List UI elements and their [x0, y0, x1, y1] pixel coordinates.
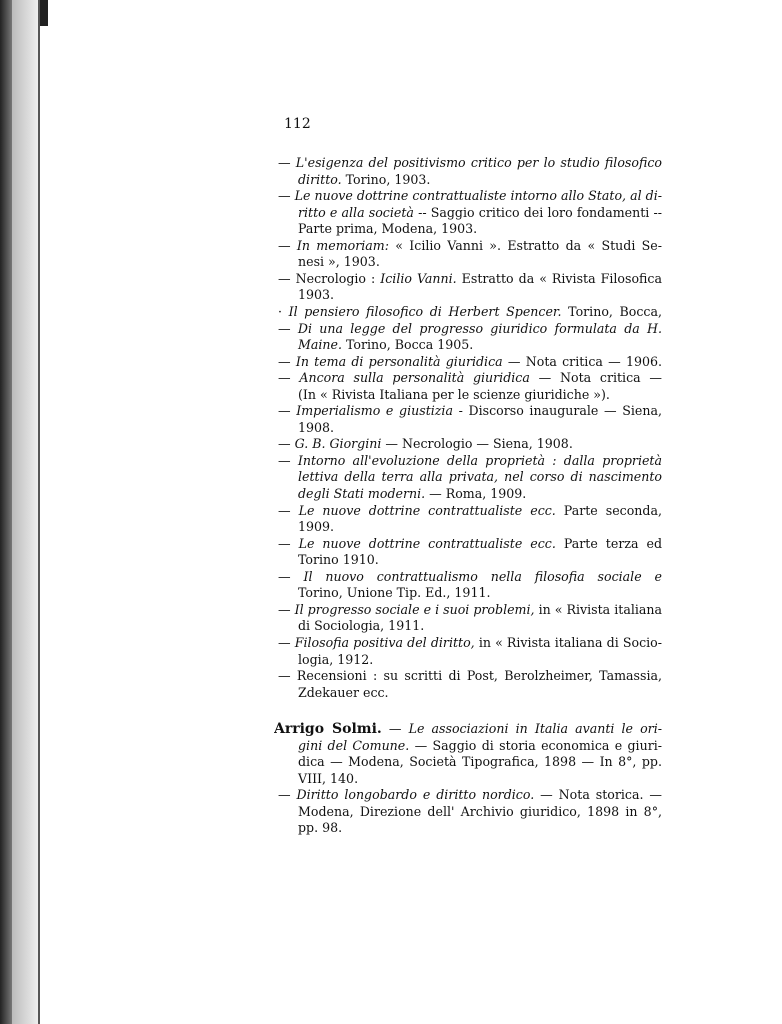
line-text: dica — Modena, Società Tipografica, 1898 — In 8°, pp.: [298, 754, 662, 770]
work-title: Il nuovo contrattualismo nella filosofia sociale e: [303, 568, 662, 584]
line-text: — Necrologio :: [278, 270, 381, 286]
work-title: In tema di personalità giuridica: [295, 353, 503, 369]
work-title: Intorno all'evoluzione della proprietà : dalla proprietà: [297, 452, 662, 468]
bibliography-line: [298, 172, 662, 188]
bibliography-line: [298, 652, 662, 668]
line-text: —: [278, 320, 298, 336]
line-text: —: [278, 370, 300, 386]
page-number: 112: [284, 116, 311, 132]
bibliography-line: [278, 453, 662, 469]
line-text: — Roma, 1909.: [425, 486, 527, 501]
scan-edge-margin: [12, 0, 38, 1024]
work-title: Le nuove dottrine contrattualiste ecc.: [298, 502, 556, 518]
line-text: Torino, Bocca,: [568, 303, 662, 319]
bibliography-line: [278, 787, 662, 803]
line-text: 1903.: [298, 287, 335, 303]
bibliography-line: [298, 387, 662, 403]
bibliography-line: [278, 602, 662, 618]
line-text: — Necrologio — Siena, 1908.: [381, 436, 573, 452]
line-text: —: [278, 787, 297, 803]
line-text: « Icilio Vanni ». Estratto da « Studi Se-: [388, 237, 662, 253]
line-text: 1908.: [298, 419, 335, 435]
line-text: nesi », 1903.: [298, 254, 380, 270]
line-text: — Nota critica —: [538, 370, 662, 386]
line-text: Torino 1910.: [298, 552, 379, 568]
line-text: ·: [278, 303, 289, 319]
work-title: Ancora sulla personalità giuridica: [299, 370, 530, 386]
line-text: Parte seconda,: [563, 502, 662, 518]
line-text: Estratto da « Rivista Filosofica: [461, 270, 662, 286]
bibliography-line: [278, 155, 662, 171]
work-title: Imperialismo e giustizia: [296, 403, 453, 419]
line-text: —: [278, 634, 295, 650]
line-text: - Discorso inaugurale — Siena,: [452, 403, 662, 419]
line-text: — Nota critica — 1906.: [502, 353, 662, 369]
line-text: —: [278, 155, 296, 170]
bibliography-line: [298, 221, 662, 237]
bibliography-line: [298, 420, 662, 436]
bibliography-line: [298, 685, 662, 701]
work-title: lettiva della terra alla privata, nel corso di nascimento: [298, 469, 662, 485]
line-text: —: [278, 535, 299, 551]
work-title: Diritto longobardo e diritto nordico.: [296, 787, 535, 803]
bibliography-line: [298, 754, 662, 770]
bibliography-line: [298, 519, 662, 535]
line-text: 1909.: [298, 519, 335, 535]
bibliography-line: [298, 337, 662, 353]
bibliography-line: [278, 304, 662, 320]
work-title: Le nuove dottrine contrattualiste ecc.: [298, 535, 556, 551]
bibliography-line: [278, 668, 662, 684]
line-text: —: [278, 436, 295, 452]
line-text: —: [381, 721, 409, 737]
bibliography-line: [298, 552, 662, 568]
line-text: — Nota storica. —: [534, 787, 662, 803]
line-text: di Sociologia, 1911.: [298, 618, 425, 634]
line-text: Parte prima, Modena, 1903.: [298, 221, 478, 237]
work-title: Il pensiero filosofico di Herbert Spencer.: [288, 303, 562, 319]
work-title: ritto e alla società: [298, 204, 414, 220]
bibliography-line: [278, 354, 662, 370]
line-text: —: [278, 502, 299, 518]
bibliography-line: [278, 635, 662, 651]
line-text: —: [278, 237, 297, 253]
line-text: Torino, 1903.: [341, 171, 431, 187]
bibliography-line: [278, 403, 662, 419]
line-text: —: [278, 601, 295, 617]
bibliography-line: [278, 503, 662, 519]
bibliography-line: [298, 585, 662, 601]
bibliography-line: [278, 436, 662, 452]
line-text: Zdekauer ecc.: [298, 684, 389, 700]
line-text: Modena, Direzione dell' Archivio giuridico, 1898 in 8°,: [298, 803, 662, 819]
line-text: pp. 98.: [298, 820, 343, 836]
bibliography-line: [278, 271, 662, 287]
work-title: diritto.: [298, 171, 342, 187]
line-text: —: [278, 568, 304, 584]
bibliography-line: [298, 254, 662, 270]
author-entry-line: [274, 721, 662, 737]
line-text: VIII, 140.: [298, 770, 359, 786]
bibliography-line: [278, 321, 662, 337]
bibliography-line: [298, 771, 662, 787]
page-edge-line: [38, 0, 40, 1024]
work-title: gini del Comune.: [298, 737, 410, 753]
work-title: Il progresso sociale e i suoi problemi,: [294, 601, 535, 617]
line-text: Torino, Bocca 1905.: [342, 337, 474, 353]
line-text: Parte terza ed: [563, 535, 662, 551]
work-title: Di una legge del progresso giuridico formulata da H.: [297, 320, 662, 336]
work-title: Filosofia positiva del diritto,: [294, 634, 475, 650]
bibliography-line: [298, 804, 662, 820]
bibliography-line: [298, 205, 662, 221]
bibliography-line: [298, 618, 662, 634]
line-text: —: [278, 403, 297, 419]
bibliography-line: [298, 469, 662, 485]
line-text: — Recensioni : su scritti di Post, Berolzheimer, Tamassia,: [278, 668, 662, 684]
work-title: G. B. Giorgini: [294, 436, 382, 452]
bibliography-line: [278, 569, 662, 585]
line-text: — Saggio di storia economica e giuri-: [409, 737, 662, 753]
bibliography-line: [298, 820, 662, 836]
line-text: Torino, Unione Tip. Ed., 1911.: [298, 585, 491, 601]
work-title: In memoriam:: [296, 237, 389, 253]
work-title: L'esigenza del positivismo critico per lo studio filosofico: [295, 155, 662, 170]
bibliography-line: [278, 536, 662, 552]
work-title: Le associazioni in Italia avanti le ori-: [408, 721, 662, 737]
bibliography-line: [298, 287, 662, 303]
bibliography-line: [298, 486, 662, 502]
work-title: Le nuove dottrine contrattualiste intorno allo Stato, al di-: [294, 188, 662, 204]
line-text: —: [278, 353, 296, 369]
bibliography-line: [278, 188, 662, 204]
line-text: -- Saggio critico dei loro fondamenti --: [413, 204, 662, 220]
line-text: (In « Rivista Italiana per le scienze giuridiche »).: [298, 386, 610, 402]
bibliography-line: [278, 370, 662, 386]
work-title: degli Stati moderni.: [298, 486, 426, 501]
author-name: Arrigo Solmi.: [274, 721, 382, 738]
bibliography-line: [278, 238, 662, 254]
work-title: Maine.: [298, 337, 342, 353]
bibliography-line: [298, 738, 662, 754]
line-text: in « Rivista italiana: [534, 601, 662, 617]
line-text: —: [278, 188, 295, 204]
work-title: Icilio Vanni.: [380, 270, 457, 286]
line-text: —: [278, 452, 298, 468]
line-text: in « Rivista italiana di Socio-: [474, 634, 662, 650]
line-text: logia, 1912.: [298, 651, 374, 667]
scan-edge-shadow: [0, 0, 12, 1024]
